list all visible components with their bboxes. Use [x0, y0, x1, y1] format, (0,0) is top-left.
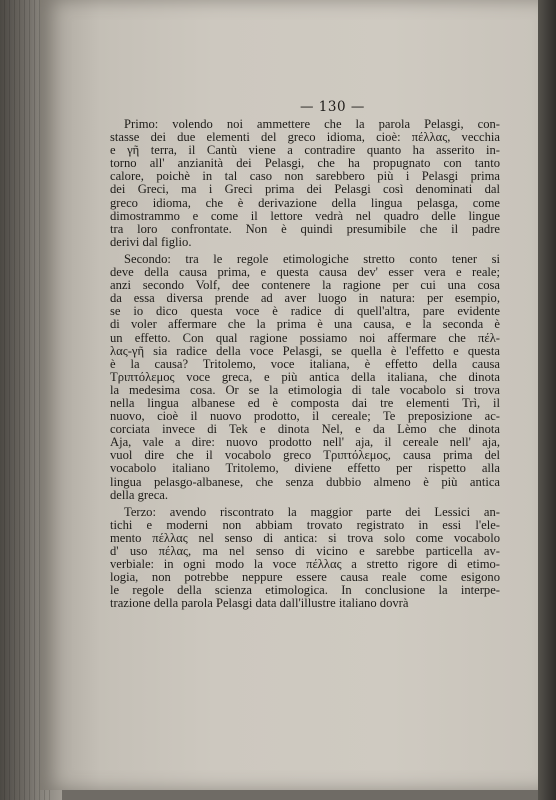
- text-line: anzi secondo Volf, dee contenere la ragione per cui una cosa: [110, 278, 500, 293]
- text-line: Terzo: avendo riscontrato la maggior parte dei Lessici an-: [124, 504, 500, 519]
- text-line: nella lingua albanese ed è composta dai tre elementi Trì, il: [110, 395, 500, 410]
- text-line: se io dico questa voce è radice di quell'altra, pare evidente: [110, 304, 500, 319]
- text-line: greco idioma, che è derivazione della lingua pelasga, come: [110, 195, 500, 210]
- text-line: calore, poichè in tal caso non sarebbero più i Pelasgi prima: [110, 169, 500, 184]
- text-line: vuol dire che il vocabolo greco Τριπτόλεμος, causa prima del: [110, 448, 500, 463]
- text-line: Aja, vale a dire: nuovo prodotto nell' aja, il cereale nell' aja,: [110, 435, 500, 450]
- text-line: dimostrammo e come il lettore vedrà nel quadro delle lingue: [110, 208, 500, 223]
- page-edge-shadow: [538, 0, 556, 800]
- text-line: lingua pelasgo-albanese, che senza dubbio almeno è più antica: [110, 474, 500, 489]
- text-line: Secondo: tra le regole etimologiche stretto conto tener si: [124, 251, 500, 266]
- text-line: un effetto. Con qual ragione possiamo noi affermare che πέλ-: [110, 330, 500, 345]
- text-line: Τριπτόλεμος voce greca, e più antica della italiana, che dinota: [110, 369, 500, 384]
- text-line: tra loro confrontate. Non è quindi presumibile che il padre: [110, 221, 500, 236]
- text-line: d' uso πέλας, ma nel senso di vicino e sarebbe particella av-: [110, 544, 500, 558]
- text-line: di voler affermare che la prima è una causa, e la seconda è: [110, 317, 500, 332]
- paragraph: [110, 253, 500, 502]
- text-line: verbiale: in ogni modo la voce πέλλας a stretto rigore di etimo-: [110, 557, 500, 572]
- text-line: derivi dal figlio.: [110, 234, 192, 249]
- text-line: dei Greci, ma i Greci prima dei Pelasgi così denominati dal: [110, 182, 500, 197]
- page-number: — 130 —: [300, 99, 365, 115]
- text-line: la medesima cosa. Or se la etimologia di tale vocabolo si trova: [110, 382, 500, 397]
- text-line: nuovo, cioè il nuovo prodotto, il cereale; Te preposizione ac-: [110, 409, 500, 424]
- text-line: deve della causa prima, e questa causa dev' esser vera e reale;: [110, 265, 500, 280]
- text-line: della greca.: [110, 487, 169, 502]
- text-line: trazione della parola Pelasgi data dall'illustre italiano dovrà: [110, 596, 409, 611]
- body-text: [110, 118, 500, 614]
- text-line: λας-γῆ sia radice della voce Pelasgi, se quella è l'effetto e questa: [110, 343, 500, 358]
- text-line: da essa diversa prende ad aver luogo in natura: per esempio,: [110, 291, 500, 306]
- text-line: mento πέλλας nel senso di antica: si trova solo come vocabolo: [110, 530, 500, 545]
- text-line: e γῆ terra, il Cantù viene a contradire quanto ha asserito in-: [110, 143, 500, 158]
- paragraph: [110, 506, 500, 611]
- text-line: vocabolo italiano Tritolemo, diviene effetto per rispetto alla: [110, 461, 500, 476]
- text-line: torno all' anzianità dei Pelasgi, che ha propugnato con tanto: [110, 156, 500, 171]
- text-line: corciata invece di Tek e dinota Nel, e da Lèmo che dinota: [110, 422, 500, 437]
- text-line: stasse dei due elementi del greco idioma, cioè: πέλλας, vecchia: [110, 130, 500, 145]
- text-line: logia, non potrebbe neppure essere causa reale come esigono: [110, 570, 500, 585]
- paragraph: [110, 118, 500, 249]
- text-line: le regole della scienza etimologica. In conclusione la interpe-: [110, 583, 500, 598]
- text-line: Primo: volendo noi ammettere che la parola Pelasgi, con-: [124, 117, 500, 131]
- text-line: è la causa? Tritolemo, voce italiana, è effetto della causa: [110, 356, 500, 371]
- text-line: tichi e moderni non abbiam trovato registrato in essi l'ele-: [110, 517, 500, 532]
